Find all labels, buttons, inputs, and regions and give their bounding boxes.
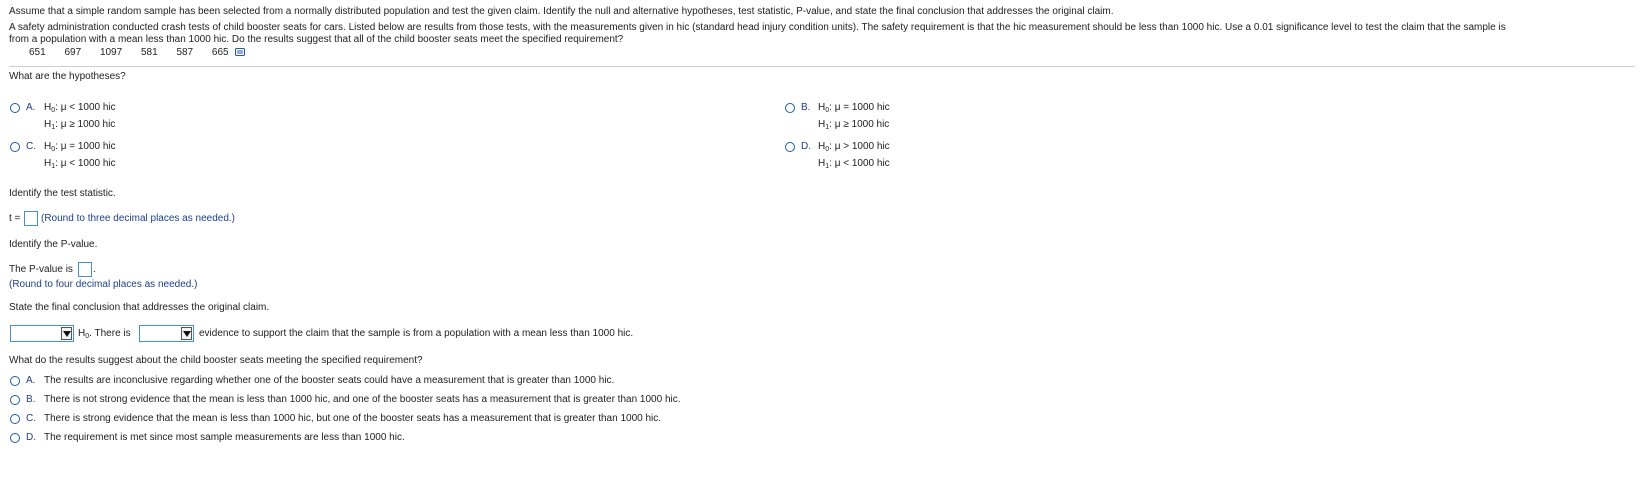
q5-option-d-radio[interactable] bbox=[10, 433, 20, 443]
p-value-label: The P-value is bbox=[9, 264, 73, 275]
data-value: 581 bbox=[140, 47, 158, 58]
q1-option-c-h1: $H_1$: μ < 1000 hic bbox=[44, 158, 116, 170]
q2-prompt: Identify the test statistic. bbox=[9, 188, 116, 199]
q1-option-b-h0: $H_0$: μ = 1000 hic bbox=[818, 102, 890, 114]
section-divider bbox=[9, 66, 1635, 67]
evidence-strength-dropdown[interactable] bbox=[139, 325, 194, 342]
q4-prompt: State the final conclusion that addresses the original claim. bbox=[9, 302, 270, 313]
q5-option-c-radio[interactable] bbox=[10, 414, 20, 424]
q3-prompt: Identify the P-value. bbox=[9, 239, 98, 250]
q2-rounding-hint: (Round to three decimal places as needed.) bbox=[41, 213, 236, 224]
q1-option-b-letter: B. bbox=[801, 102, 811, 113]
t-label: t = bbox=[9, 213, 21, 224]
q1-option-d-h1: $H_1$: μ < 1000 hic bbox=[818, 158, 890, 170]
q1-prompt: What are the hypotheses? bbox=[9, 71, 126, 82]
q5-option-a-text: The results are inconclusive regarding whether one of the booster seats could have a measurement that is greater than 1000 hic. bbox=[44, 375, 615, 386]
data-values-row bbox=[29, 47, 245, 59]
data-value: 697 bbox=[64, 47, 82, 58]
q5-option-b-letter: B. bbox=[26, 394, 36, 405]
q1-option-a-h0: $H_0$: μ < 1000 hic bbox=[44, 102, 116, 114]
q5-option-c-text: There is strong evidence that the mean is less than 1000 hic, but one of the booster seats has a measurement that is greater than 1000 hic. bbox=[44, 413, 662, 424]
p-value-period: . bbox=[93, 264, 96, 275]
q5-option-a-letter: A. bbox=[26, 375, 36, 386]
q5-option-b-radio[interactable] bbox=[10, 395, 20, 405]
p-value-input[interactable] bbox=[78, 262, 92, 277]
q1-option-b-h1: $H_1$: μ ≥ 1000 hic bbox=[818, 119, 890, 131]
q1-option-a-h1: $H_1$: μ ≥ 1000 hic bbox=[44, 119, 116, 131]
q5-option-b-text: There is not strong evidence that the mean is less than 1000 hic, and one of the booster seats has a measurement that is greater than 1000 hic. bbox=[44, 394, 681, 405]
intro-instructions: Assume that a simple random sample has been selected from a normally distributed population and test the given claim. Identify the null and alternative hypotheses, test statistic, P-value, and state the final conclusion that addresses the original claim. bbox=[9, 6, 1114, 17]
q3-rounding-hint: (Round to four decimal places as needed.) bbox=[9, 279, 198, 290]
q1-option-c-letter: C. bbox=[26, 141, 36, 152]
q5-option-a-radio[interactable] bbox=[10, 376, 20, 386]
data-value: 665 bbox=[211, 47, 229, 58]
chevron-down-icon[interactable] bbox=[61, 327, 72, 340]
q1-option-d-letter: D. bbox=[801, 141, 811, 152]
chevron-down-icon[interactable] bbox=[181, 327, 192, 340]
q5-option-d-letter: D. bbox=[26, 432, 36, 443]
data-value: 1097 bbox=[99, 47, 123, 58]
problem-statement-line-1: A safety administration conducted crash tests of child booster seats for cars. Listed below are results from those tests, with the measurements given in hic (standard head injury condition units). The safety requirement is that the hic measurement should be less than 1000 hic. Use a 0.01 significance level to test the claim that the sample is bbox=[9, 22, 1506, 33]
data-value: 651 bbox=[29, 47, 46, 58]
reject-decision-dropdown[interactable] bbox=[10, 325, 74, 342]
q1-option-c-h0: $H_0$: μ = 1000 hic bbox=[44, 141, 116, 153]
problem-statement-line-2: from a population with a mean less than 1000 hic. Do the results suggest that all of the child booster seats meet the specified requirement? bbox=[9, 34, 624, 45]
copy-data-icon[interactable] bbox=[235, 48, 245, 56]
data-value: 587 bbox=[176, 47, 194, 58]
q1-option-a-radio[interactable] bbox=[10, 103, 20, 113]
q5-option-c-letter: C. bbox=[26, 413, 36, 424]
q1-option-b-radio[interactable] bbox=[785, 103, 795, 113]
q5-prompt: What do the results suggest about the child booster seats meeting the specified requirement? bbox=[9, 355, 423, 366]
test-statistic-input[interactable] bbox=[24, 211, 38, 226]
q1-option-a-letter: A. bbox=[26, 102, 36, 113]
q1-option-c-radio[interactable] bbox=[10, 142, 20, 152]
q1-option-d-h0: $H_0$: μ > 1000 hic bbox=[818, 141, 890, 153]
q5-option-d-text: The requirement is met since most sample measurements are less than 1000 hic. bbox=[44, 432, 405, 443]
q4-h0-text: $H_0$. There is bbox=[78, 328, 131, 340]
q1-option-d-radio[interactable] bbox=[785, 142, 795, 152]
q4-conclusion-tail: evidence to support the claim that the sample is from a population with a mean less than 1000 hic. bbox=[199, 328, 634, 339]
